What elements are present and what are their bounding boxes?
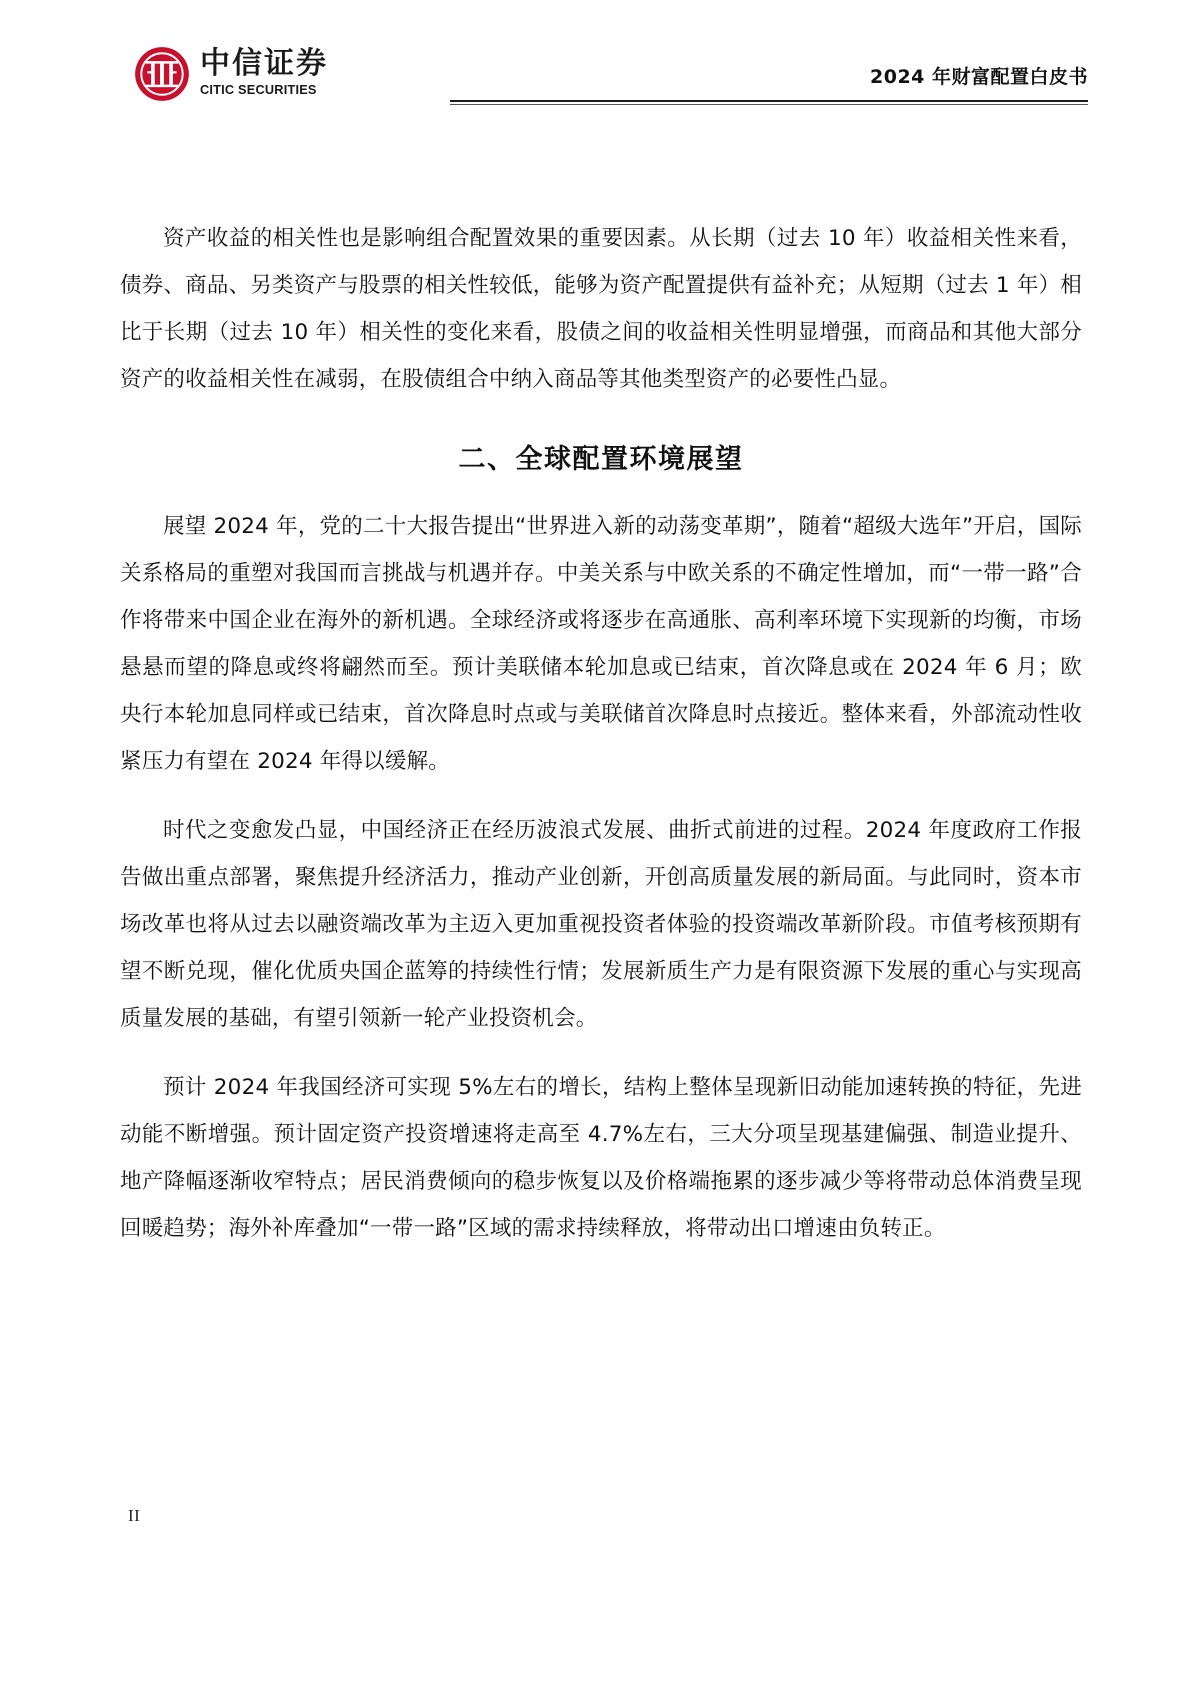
header-divider [450, 100, 1088, 102]
paragraph: 预计 2024 年我国经济可实现 5%左右的增长，结构上整体呈现新旧动能加速转换的特征，先进动能不断增强。预计固定资产投资增速将走高至 4.7%左右，三大分项呈现基建偏强、制造业提升、地产降幅逐渐收窄特点；居民消费倾向的稳步恢复以及价格端拖累的逐步减少等将带动总体消费呈现回暖趋势；海外补库叠加“一带一路”区域的需求持续释放，将带动出口增速由负转正。 [120, 1075, 1082, 1241]
section-heading: 二、全球配置环境展望 [458, 444, 744, 475]
page-number: II [128, 1506, 141, 1525]
page-header [120, 44, 1088, 116]
page-content [120, 215, 1082, 1256]
paragraph: 资产收益的相关性也是影响组合配置效果的重要因素。从长期（过去 10 年）收益相关性来看，债券、商品、另类资产与股票的相关性较低，能够为资产配置提供有益补充；从短期（过去 1 年）相比于长期（过去 10 年）相关性的变化来看，股债之间的收益相关性明显增强，而商品和其他大部分资产的收益相关性在减弱，在股债组合中纳入商品等其他类型资产的必要性凸显。 [120, 226, 1082, 392]
citic-roundel-icon [134, 46, 190, 102]
header-document-title: 2024 年财富配置白皮书 [870, 66, 1088, 88]
paragraph: 展望 2024 年，党的二十大报告提出“世界进入新的动荡变革期”，随着“超级大选年”开启，国际关系格局的重塑对我国而言挑战与机遇并存。中美关系与中欧关系的不确定性增加，而“一带一路”合作将带来中国企业在海外的新机遇。全球经济或将逐步在高通胀、高利率环境下实现新的均衡，市场悬悬而望的降息或终将翩然而至。预计美联储本轮加息或已结束，首次降息或在 2024 年 6 月；欧央行本轮加息同样或已结束，首次降息时点或与美联储首次降息时点接近。整体来看，外部流动性收紧压力有望在 2024 年得以缓解。 [120, 514, 1082, 774]
company-logo [134, 46, 328, 102]
company-wordmark [200, 46, 328, 99]
company-name-cn: 中信证券 [200, 46, 328, 82]
company-name-en: CITIC SECURITIES [200, 83, 317, 98]
paragraph: 时代之变愈发凸显，中国经济正在经历波浪式发展、曲折式前进的过程。2024 年度政府工作报告做出重点部署，聚焦提升经济活力，推动产业创新，开创高质量发展的新局面。与此同时，资本市场改革也将从过去以融资端改革为主迈入更加重视投资者体验的投资端改革新阶段。市值考核预期有望不断兑现，催化优质央国企蓝筹的持续性行情；发展新质生产力是有限资源下发展的重心与实现高质量发展的基础，有望引领新一轮产业投资机会。 [120, 818, 1082, 1031]
